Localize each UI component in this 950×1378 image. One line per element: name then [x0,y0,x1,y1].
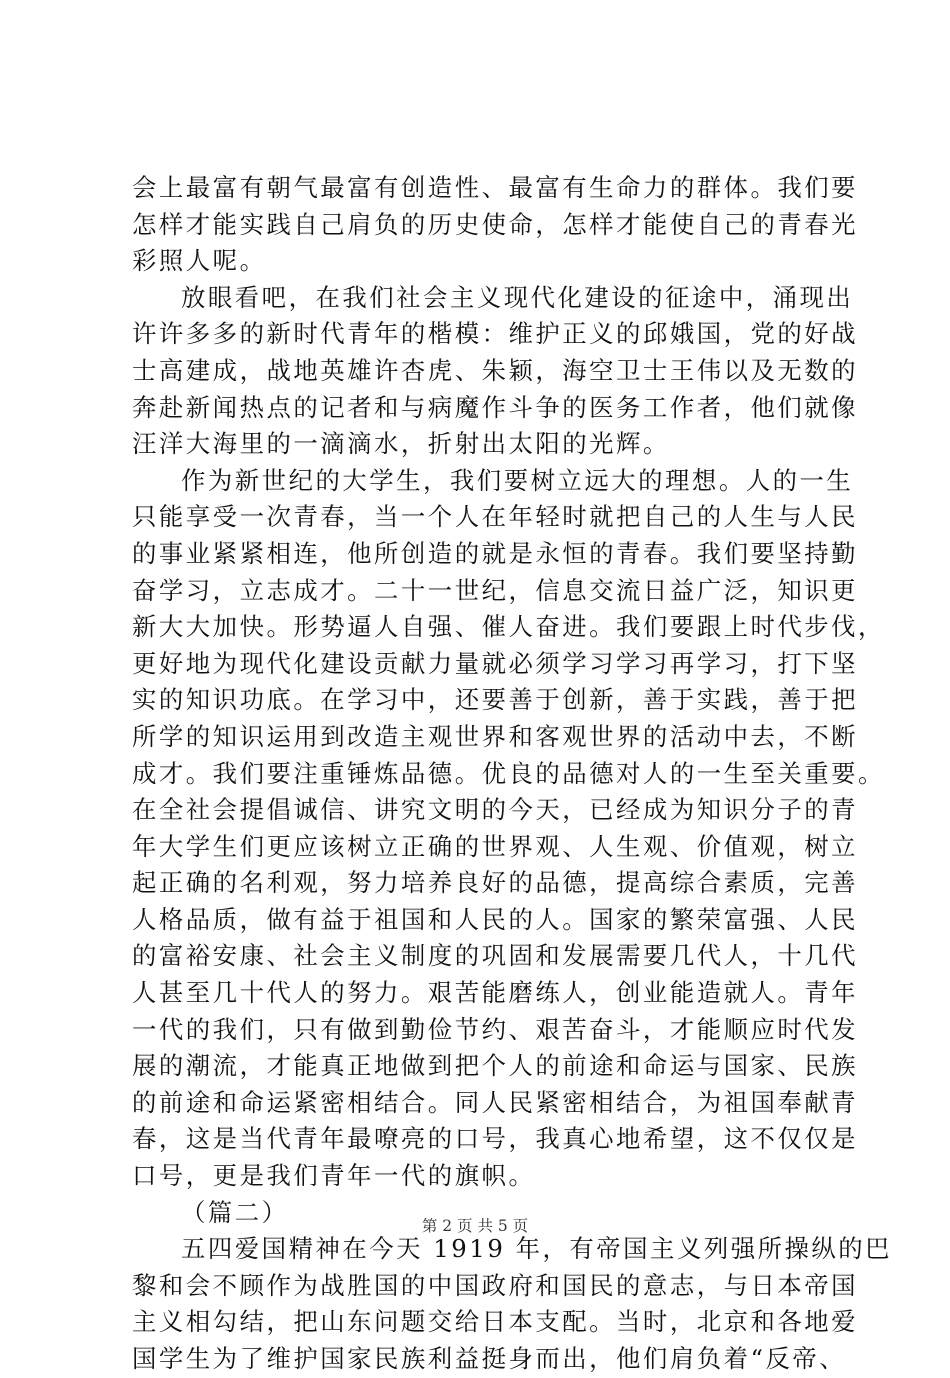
text-line: 奔赴新闻热点的记者和与病魔作斗争的医务工作者，他们就像 [132,392,859,422]
text-line: 的富裕安康、社会主义制度的巩固和发展需要几代人，十几代 [132,941,859,971]
text-line: 展的潮流，才能真正地做到把个人的前途和命运与国家、民族 [132,1051,859,1081]
text-line: 新大大加快。形势逼人自强、催人奋进。我们要跟上时代步伐， [132,612,885,642]
text-line: 怎样才能实践自己肩负的历史使命，怎样才能使自己的青春光 [132,209,859,239]
text-line: 彩照人呢。 [132,246,267,276]
text-line: 实的知识功底。在学习中，还要善于创新，善于实践，善于把 [132,685,859,715]
text-line: 只能享受一次青春，当一个人在年轻时就把自己的人生与人民 [132,502,859,532]
text-line: 士高建成，战地英雄许杏虎、朱颖，海空卫士王伟以及无数的 [132,355,859,385]
text-line: 春，这是当代青年最嘹亮的口号，我真心地希望，这不仅仅是 [132,1124,859,1154]
body-text [132,170,893,1378]
text-line: 所学的知识运用到改造主观世界和客观世界的活动中去，不断 [132,721,859,751]
text-line: 作为新世纪的大学生，我们要树立远大的理想。人的一生 [181,465,854,495]
text-line: 奋学习，立志成才。二十一世纪，信息交流日益广泛，知识更 [132,575,859,605]
text-line: （篇二） [181,1197,289,1227]
text-line: 会上最富有朝气最富有创造性、最富有生命力的群体。我们要 [132,173,859,202]
text-line: 人格品质，做有益于祖国和人民的人。国家的繁荣富强、人民 [132,904,859,934]
text-line: 一代的我们，只有做到勤俭节约、艰苦奋斗，才能顺应时代发 [132,1014,859,1044]
text-line: 更好地为现代化建设贡献力量就必须学习学习再学习，打下坚 [132,648,859,678]
page-footer: 第 2 页 共 5 页 [421,1217,529,1235]
text-line: 的前途和命运紧密相结合。同人民紧密相结合，为祖国奉献青 [132,1087,859,1117]
text-line: 五四爱国精神在今天 1919 年，有帝国主义列强所操纵的巴 [181,1234,893,1264]
text-line: 人甚至几十代人的努力。艰苦能磨练人，创业能造就人。青年 [132,978,859,1008]
text-line: 成才。我们要注重锤炼品德。优良的品德对人的一生至关重要。 [132,758,885,788]
text-line: 口号，更是我们青年一代的旗帜。 [132,1161,536,1191]
text-line: 汪洋大海里的一滴滴水，折射出太阳的光辉。 [132,429,670,459]
text-line: 起正确的名利观，努力培养良好的品德，提高综合素质，完善 [132,868,859,898]
text-line: 国学生为了维护国家民族利益挺身而出，他们肩负着“反帝、 [132,1344,847,1373]
text-line: 主义相勾结，把山东问题交给日本支配。当时，北京和各地爱 [132,1307,859,1337]
text-line: 在全社会提倡诚信、讲究文明的今天，已经成为知识分子的青 [132,795,859,825]
text-line: 黎和会不顾作为战胜国的中国政府和国民的意志，与日本帝国 [132,1270,859,1300]
text-line: 的事业紧紧相连，他所创造的就是永恒的青春。我们要坚持勤 [132,538,859,568]
text-line: 许许多多的新时代青年的楷模：维护正义的邱娥国，党的好战 [132,319,859,349]
text-line: 年大学生们更应该树立正确的世界观、人生观、价值观，树立 [132,831,859,861]
text-line: 放眼看吧，在我们社会主义现代化建设的征途中，涌现出 [181,282,854,312]
